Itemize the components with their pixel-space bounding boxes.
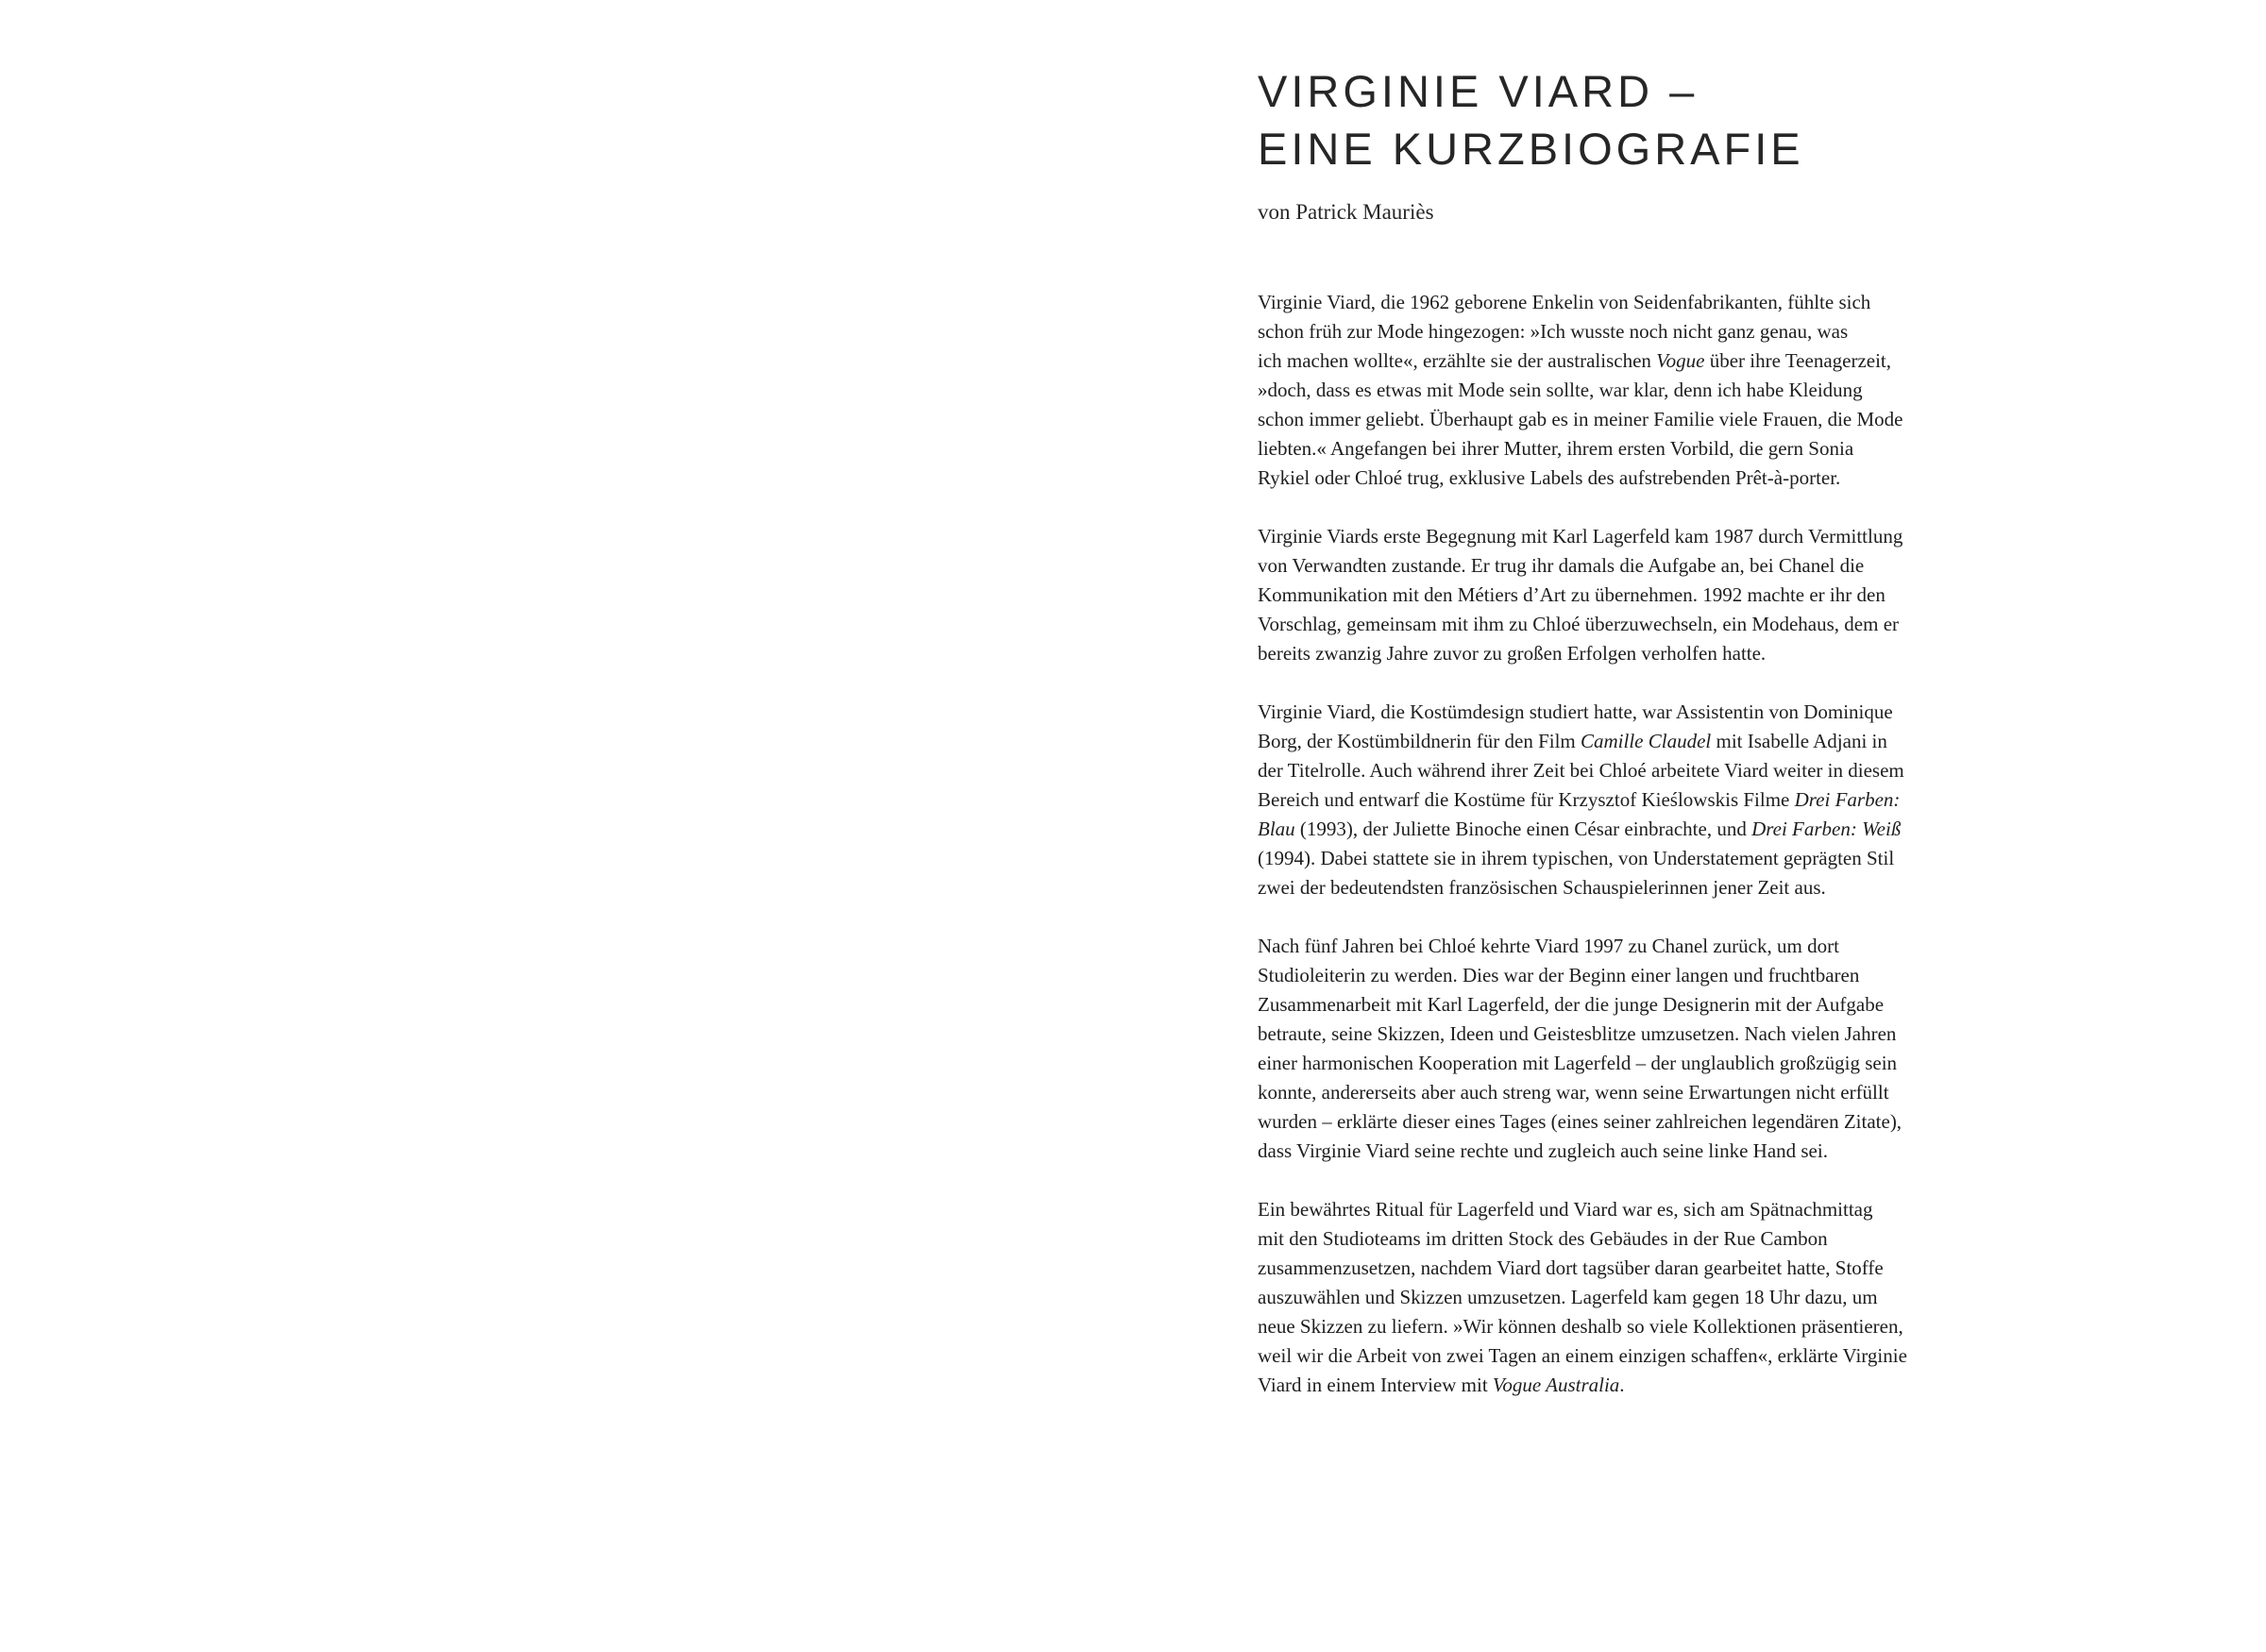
paragraph-line: Virginie Viard, die Kostümdesign studiert hatte, war Assistentin von Dominique: [1258, 700, 1893, 723]
paragraph-line: von Verwandten zustande. Er trug ihr damals die Aufgabe an, bei Chanel die: [1258, 554, 1865, 577]
text-segment: (1993), der Juliette Binoche einen César einbrachte, und: [1294, 818, 1752, 840]
paragraph-line: [1258, 727, 1956, 756]
paragraph-line: Rykiel oder Chloé trug, exklusive Labels des aufstrebenden Prêt-à-porter.: [1258, 466, 1841, 489]
paragraph-line: mit den Studioteams im dritten Stock des Gebäudes in der Rue Cambon: [1258, 1227, 1828, 1250]
author-byline: von Patrick Mauriès: [1258, 200, 1434, 224]
text-segment: .: [1619, 1374, 1625, 1396]
paragraph-line: konnte, andererseits aber auch streng war, wenn seine Erwartungen nicht erfüllt: [1258, 1081, 1889, 1104]
paragraph-line: weil wir die Arbeit von zwei Tagen an einem einzigen schaffen«, erklärte Virginie: [1258, 1344, 1907, 1367]
italic-title-text: Drei Farben: Weiß: [1751, 818, 1902, 840]
paragraph-line: [1258, 346, 1956, 376]
italic-title-text: Vogue: [1656, 349, 1705, 372]
paragraph-line: schon immer geliebt. Überhaupt gab es in meiner Familie viele Frauen, die Mode: [1258, 408, 1903, 430]
paragraph-line: zusammenzusetzen, nachdem Viard dort tagsüber daran gearbeitet hatte, Stoffe: [1258, 1256, 1884, 1279]
text-segment: mit Isabelle Adjani in: [1711, 730, 1887, 752]
paragraph-line: der Titelrolle. Auch während ihrer Zeit bei Chloé arbeitete Viard weiter in diesem: [1258, 759, 1904, 782]
paragraph-line: Zusammenarbeit mit Karl Lagerfeld, der die junge Designerin mit der Aufgabe: [1258, 993, 1885, 1016]
paragraph-line: Virginie Viard, die 1962 geborene Enkelin von Seidenfabrikanten, fühlte sich: [1258, 291, 1871, 313]
paragraph-1: [1258, 288, 1956, 493]
paragraph-2: [1258, 522, 1956, 668]
paragraph-5: [1258, 1195, 1956, 1400]
paragraph-4: [1258, 932, 1956, 1166]
text-segment: über ihre Teenagerzeit,: [1704, 349, 1892, 372]
paragraph-line: »doch, dass es etwas mit Mode sein sollte, war klar, denn ich habe Kleidung: [1258, 379, 1863, 401]
paragraph-3: [1258, 698, 1956, 902]
paragraph-line: liebten.« Angefangen bei ihrer Mutter, ihrem ersten Vorbild, die gern Sonia: [1258, 437, 1854, 460]
article-body: [1258, 288, 1956, 1429]
paragraph-line: Ein bewährtes Ritual für Lagerfeld und Viard war es, sich am Spätnachmittag: [1258, 1198, 1873, 1221]
paragraph-line: auszuwählen und Skizzen umzusetzen. Lagerfeld kam gegen 18 Uhr dazu, um: [1258, 1286, 1878, 1308]
text-segment: Viard in einem Interview mit: [1258, 1374, 1493, 1396]
italic-title-text: Vogue Australia: [1492, 1374, 1620, 1396]
italic-title-text: Blau: [1258, 818, 1295, 840]
right-page: [1133, 0, 2266, 1652]
chapter-title-line-1: VIRGINIE VIARD –: [1258, 66, 1699, 116]
paragraph-line: Kommunikation mit den Métiers d’Art zu übernehmen. 1992 machte er ihr den: [1258, 583, 1886, 606]
chapter-title: [1258, 62, 1804, 177]
paragraph-line: Nach fünf Jahren bei Chloé kehrte Viard 1997 zu Chanel zurück, um dort: [1258, 935, 1839, 957]
paragraph-line: bereits zwanzig Jahre zuvor zu großen Erfolgen verholfen hatte.: [1258, 642, 1767, 665]
paragraph-line: [1258, 785, 1956, 815]
paragraph-line: Vorschlag, gemeinsam mit ihm zu Chloé überzuwechseln, ein Modehaus, dem er: [1258, 613, 1900, 635]
paragraph-line: Virginie Viards erste Begegnung mit Karl Lagerfeld kam 1987 durch Vermittlung: [1258, 525, 1903, 548]
text-segment: ich machen wollte«, erzählte sie der australischen: [1258, 349, 1657, 372]
paragraph-line: betraute, seine Skizzen, Ideen und Geistesblitze umzusetzen. Nach vielen Jahren: [1258, 1022, 1897, 1045]
paragraph-line: einer harmonischen Kooperation mit Lagerfeld – der unglaublich großzügig sein: [1258, 1052, 1898, 1074]
paragraph-line: zwei der bedeutendsten französischen Schauspielerinnen jener Zeit aus.: [1258, 876, 1826, 899]
italic-title-text: Drei Farben:: [1794, 788, 1901, 811]
paragraph-line: schon früh zur Mode hingezogen: »Ich wusste noch nicht ganz genau, was: [1258, 320, 1849, 343]
paragraph-line: [1258, 815, 1956, 844]
text-segment: Borg, der Kostümbildnerin für den Film: [1258, 730, 1581, 752]
chapter-title-line-2: EINE KURZBIOGRAFIE: [1258, 124, 1804, 174]
paragraph-line: wurden – erklärte dieser eines Tages (eines seiner zahlreichen legendären Zitate),: [1258, 1110, 1902, 1133]
italic-title-text: Camille Claudel: [1581, 730, 1712, 752]
paragraph-line: dass Virginie Viard seine rechte und zugleich auch seine linke Hand sei.: [1258, 1139, 1828, 1162]
text-segment: Bereich und entwarf die Kostüme für Krzysztof Kieślowskis Filme: [1258, 788, 1795, 811]
paragraph-line: [1258, 1371, 1956, 1400]
paragraph-line: Studioleiterin zu werden. Dies war der Beginn einer langen und fruchtbaren: [1258, 964, 1860, 986]
paragraph-line: neue Skizzen zu liefern. »Wir können deshalb so viele Kollektionen präsentieren,: [1258, 1315, 1903, 1338]
paragraph-line: (1994). Dabei stattete sie in ihrem typischen, von Understatement geprägten Stil: [1258, 847, 1895, 869]
